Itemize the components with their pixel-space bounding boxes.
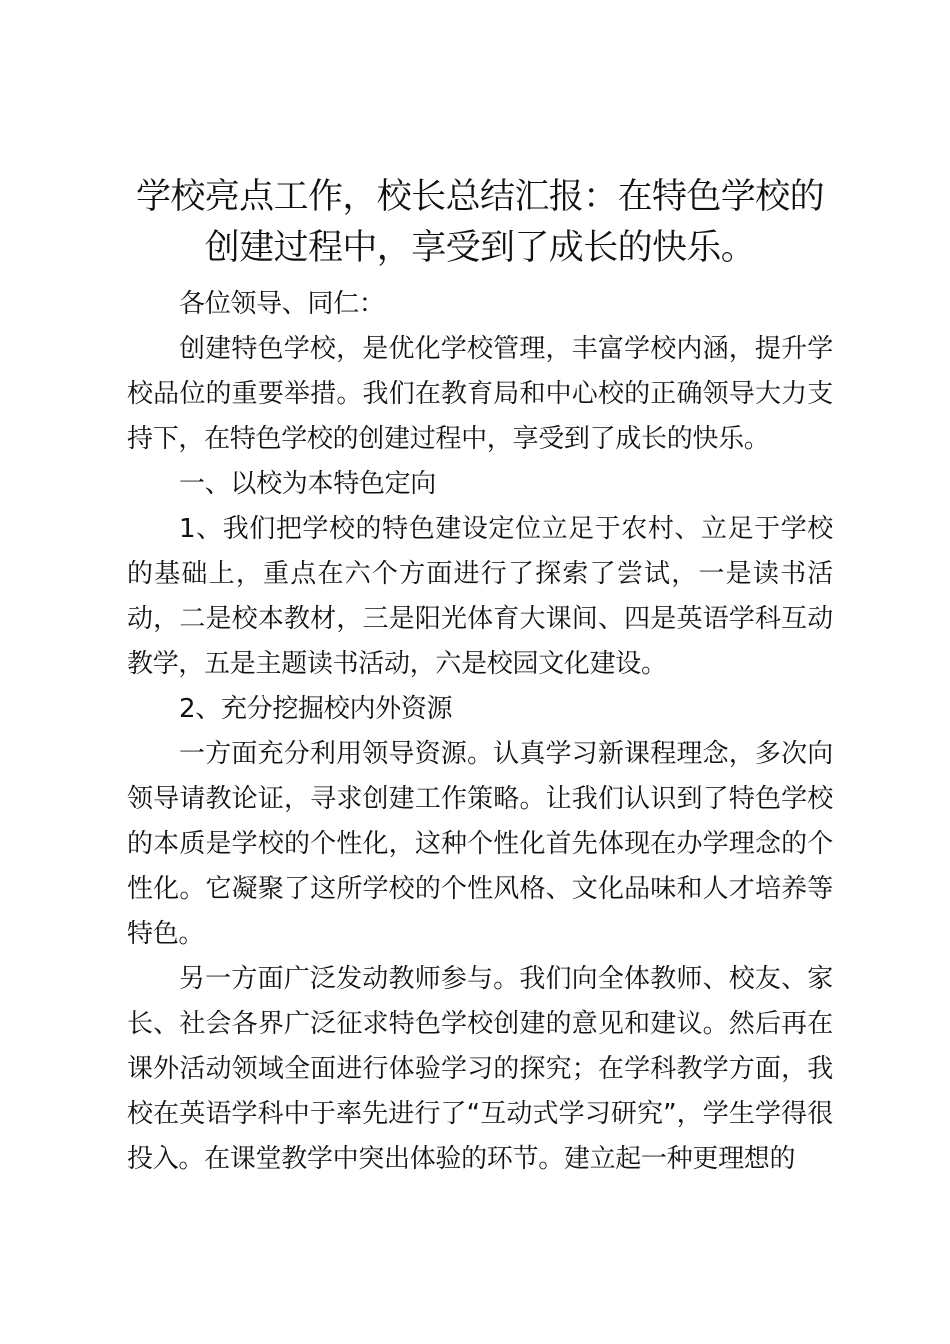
document-page <box>127 172 833 1182</box>
body-paragraph: 1、我们把学校的特色建设定位立足于农村、立足于学校的基础上，重点在六个方面进行了探索了尝试，一是读书活动，二是校本教材，三是阳光体育大课间、四是英语学科互动教学，五是主题读书活动，六是校园文化建设。 <box>127 514 833 679</box>
subsection-heading: 2、充分挖掘校内外资源 <box>179 694 453 724</box>
body-paragraph: 另一方面广泛发动教师参与。我们向全体教师、校友、家长、社会各界广泛征求特色学校创建的意见和建议。然后再在课外活动领域全面进行体验学习的探究；在学科教学方面，我校在英语学科中于率先进行了“互动式学习研究”，学生学得很投入。在课堂教学中突出体验的环节。建立起一种更理想的 <box>127 964 833 1174</box>
section-heading: 一、以校为本特色定向 <box>179 469 437 499</box>
body-paragraph: 创建特色学校，是优化学校管理，丰富学校内涵，提升学校品位的重要举措。我们在教育局和中心校的正确领导大力支持下，在特色学校的创建过程中，享受到了成长的快乐。 <box>127 334 833 454</box>
document-title: 学校亮点工作，校长总结汇报：在特色学校的创建过程中，享受到了成长的快乐。 <box>135 177 824 268</box>
salutation: 各位领导、同仁： <box>179 289 385 319</box>
body-paragraph: 一方面充分利用领导资源。认真学习新课程理念，多次向领导请教论证，寻求创建工作策略。让我们认识到了特色学校的本质是学校的个性化，这种个性化首先体现在办学理念的个性化。它凝聚了这所学校的个性风格、文化品味和人才培养等特色。 <box>127 739 833 949</box>
